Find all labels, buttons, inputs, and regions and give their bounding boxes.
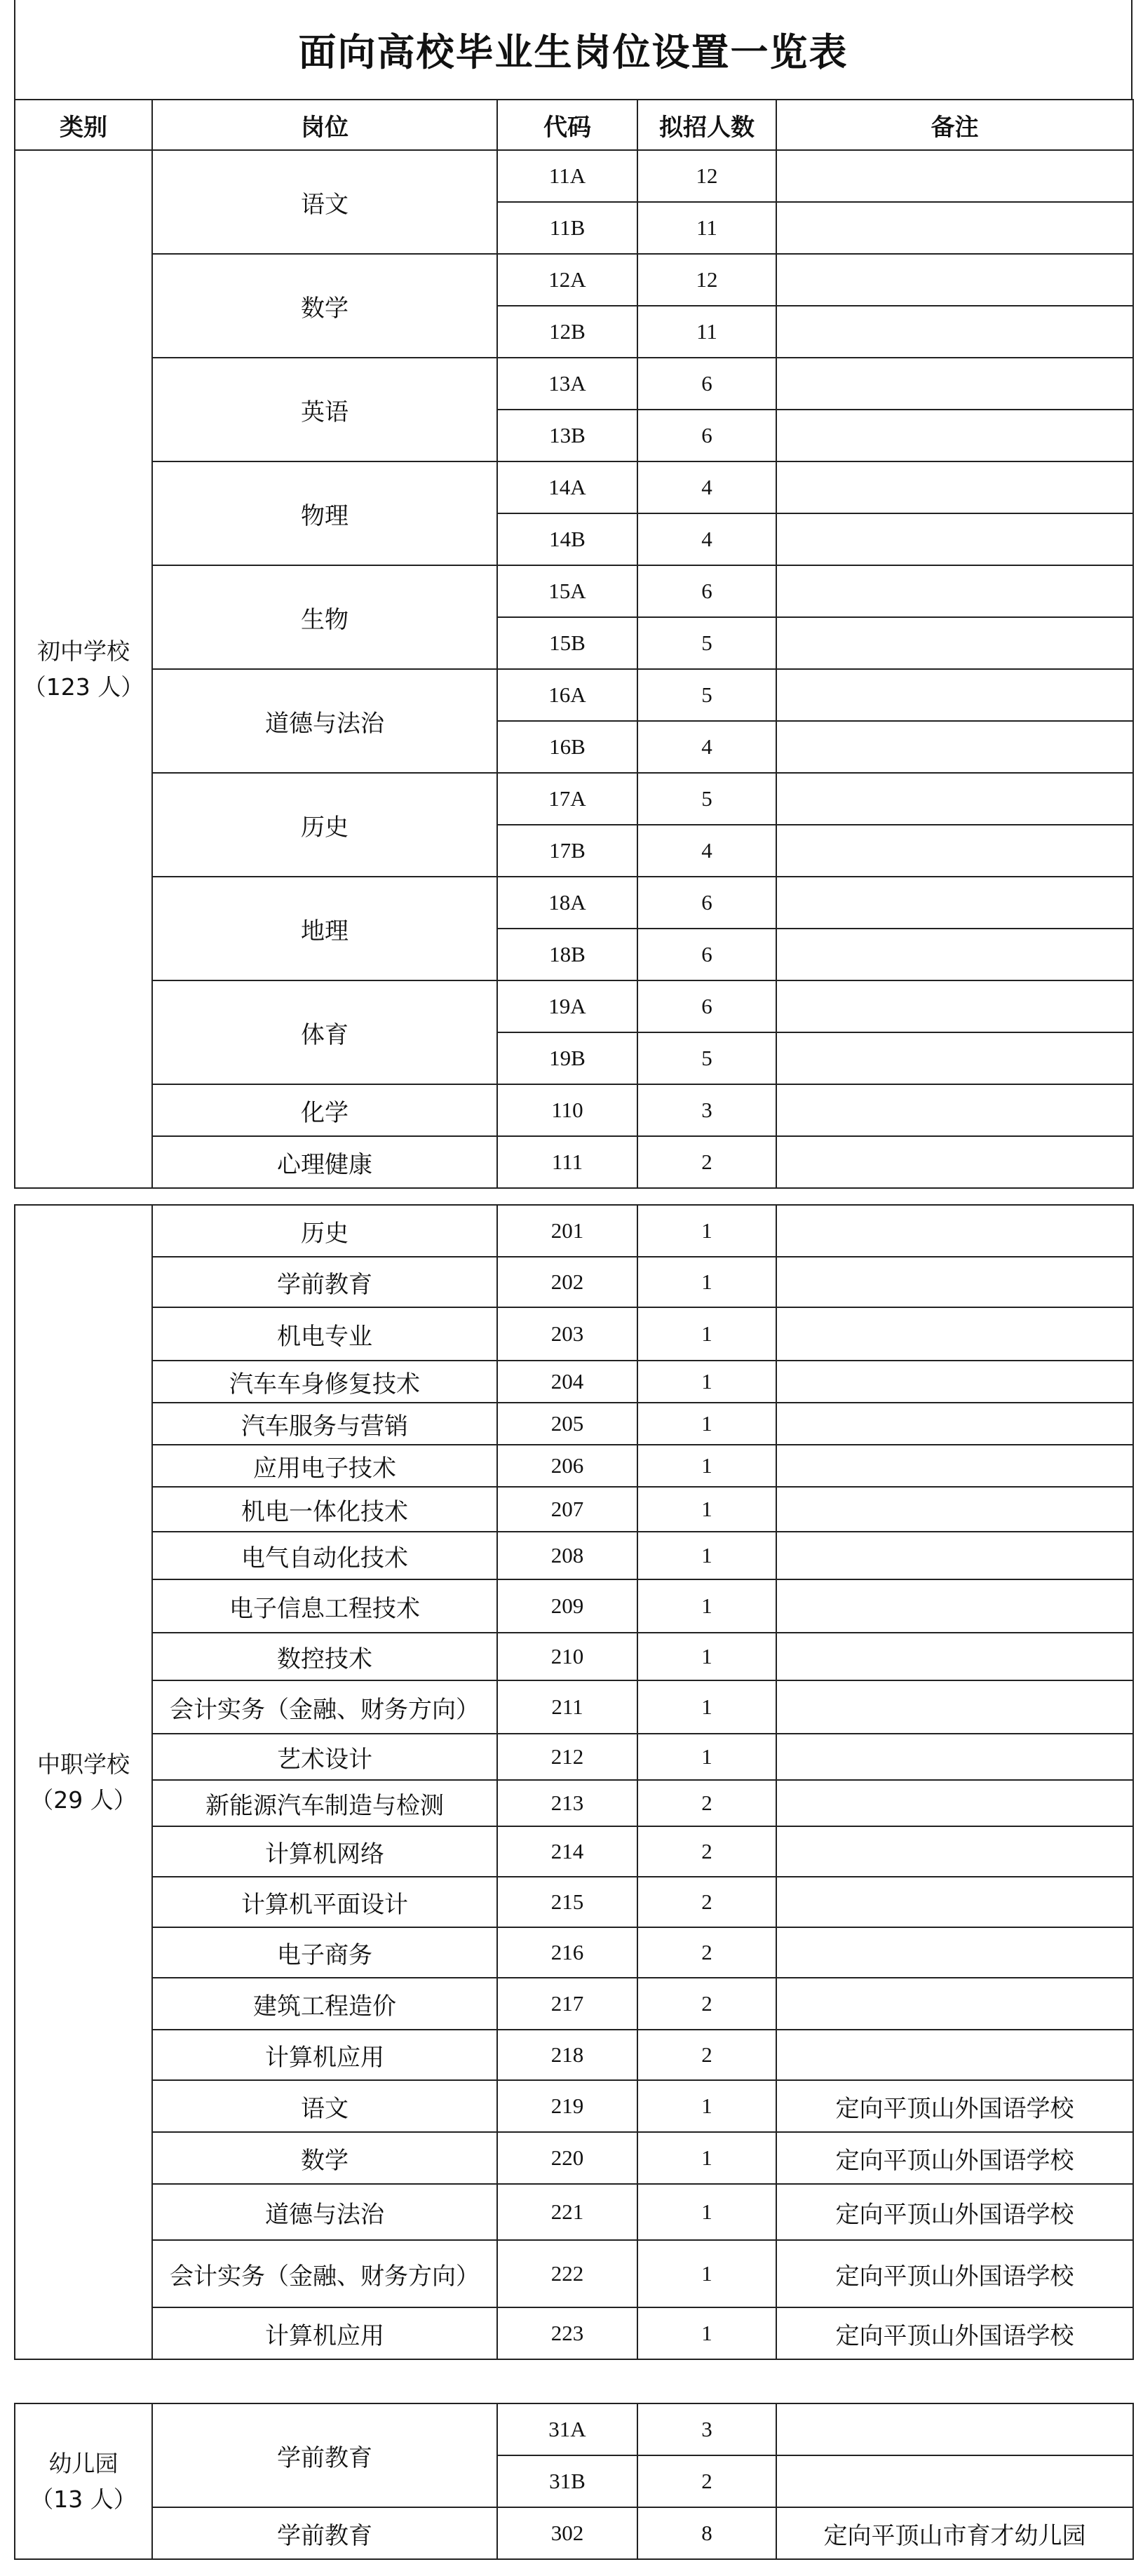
position-cell: 计算机应用 (152, 2307, 497, 2359)
code-cell: 213 (497, 1780, 637, 1826)
table-row (15, 358, 1133, 410)
table-row (15, 1826, 1133, 1877)
code-cell: 15A (497, 565, 637, 617)
table-row (15, 773, 1133, 825)
table-row (15, 2132, 1133, 2184)
remark-cell (776, 1579, 1133, 1633)
code-cell: 217 (497, 1978, 637, 2030)
position-cell: 电气自动化技术 (152, 1532, 497, 1579)
position-cell: 心理健康 (152, 1136, 497, 1188)
count-cell: 6 (637, 565, 776, 617)
count-cell: 1 (637, 2184, 776, 2240)
remark-cell (776, 721, 1133, 773)
category-cell (15, 1205, 152, 2359)
position-cell: 学前教育 (152, 1257, 497, 1307)
count-cell: 1 (637, 2307, 776, 2359)
code-cell: 212 (497, 1734, 637, 1780)
code-cell: 16B (497, 721, 637, 773)
table-row (15, 1927, 1133, 1978)
position-cell: 新能源汽车制造与检测 (152, 1780, 497, 1826)
category-total: （29 人） (30, 1786, 137, 1814)
count-cell: 1 (637, 2240, 776, 2307)
table-row (15, 1532, 1133, 1579)
table-row (15, 1780, 1133, 1826)
remark-cell (776, 773, 1133, 825)
category-name: 幼儿园 (48, 2449, 119, 2477)
table-row (15, 254, 1133, 306)
remark-cell (776, 1877, 1133, 1927)
count-cell: 2 (637, 1877, 776, 1927)
table-row (15, 1403, 1133, 1445)
position-cell: 应用电子技术 (152, 1445, 497, 1487)
count-cell: 4 (637, 825, 776, 877)
position-cell: 艺术设计 (152, 1734, 497, 1780)
junior-school-table (14, 149, 1134, 1189)
code-cell: 220 (497, 2132, 637, 2184)
remark-cell (776, 669, 1133, 721)
remark-cell: 定向平顶山市育才幼儿园 (776, 2507, 1133, 2559)
position-cell: 汽车车身修复技术 (152, 1361, 497, 1403)
code-cell: 218 (497, 2030, 637, 2080)
table-row (15, 1978, 1133, 2030)
table-row (15, 877, 1133, 929)
category-total: （13 人） (30, 2486, 137, 2513)
position-cell: 英语 (152, 358, 497, 461)
table-row (15, 2030, 1133, 2080)
table-row (15, 1734, 1133, 1780)
remark-cell (776, 1205, 1133, 1257)
code-cell: 221 (497, 2184, 637, 2240)
count-cell: 5 (637, 669, 776, 721)
vocational-school-table (14, 1204, 1134, 2360)
position-cell: 数控技术 (152, 1633, 497, 1680)
remark-cell (776, 1780, 1133, 1826)
code-cell: 11B (497, 202, 637, 254)
position-cell: 数学 (152, 254, 497, 358)
count-cell: 1 (637, 1205, 776, 1257)
remark-cell (776, 254, 1133, 306)
code-cell: 17A (497, 773, 637, 825)
code-cell: 18A (497, 877, 637, 929)
table-row (15, 2080, 1133, 2132)
position-cell: 电子信息工程技术 (152, 1579, 497, 1633)
count-cell: 11 (637, 202, 776, 254)
count-cell: 6 (637, 358, 776, 410)
remark-cell (776, 877, 1133, 929)
count-cell: 1 (637, 1680, 776, 1734)
count-cell: 2 (637, 2030, 776, 2080)
table-row (15, 2403, 1133, 2455)
count-cell: 4 (637, 721, 776, 773)
table-row (15, 1136, 1133, 1188)
code-cell: 12A (497, 254, 637, 306)
remark-cell (776, 2030, 1133, 2080)
header-row (15, 100, 1133, 150)
remark-cell (776, 1826, 1133, 1877)
remark-cell (776, 1307, 1133, 1361)
position-cell: 机电专业 (152, 1307, 497, 1361)
remark-cell (776, 306, 1133, 358)
code-cell: 18B (497, 929, 637, 980)
position-cell: 道德与法治 (152, 2184, 497, 2240)
remark-cell (776, 1403, 1133, 1445)
count-cell: 4 (637, 461, 776, 513)
remark-cell: 定向平顶山外国语学校 (776, 2307, 1133, 2359)
remark-cell (776, 150, 1133, 202)
position-cell: 汽车服务与营销 (152, 1403, 497, 1445)
code-cell: 202 (497, 1257, 637, 1307)
remark-cell (776, 1084, 1133, 1136)
remark-cell (776, 1978, 1133, 2030)
table-row (15, 980, 1133, 1032)
page-title: 面向高校毕业生岗位设置一览表 (298, 29, 848, 74)
code-cell: 222 (497, 2240, 637, 2307)
count-cell: 1 (637, 1579, 776, 1633)
code-cell: 14B (497, 513, 637, 565)
table-row (15, 669, 1133, 721)
kindergarten-table (14, 2403, 1134, 2560)
remark-cell (776, 1487, 1133, 1532)
header-category: 类别 (15, 100, 152, 150)
code-cell: 223 (497, 2307, 637, 2359)
position-cell: 历史 (152, 1205, 497, 1257)
header-remark: 备注 (776, 100, 1133, 150)
remark-cell (776, 202, 1133, 254)
remark-cell (776, 1361, 1133, 1403)
table-row (15, 1445, 1133, 1487)
position-cell: 学前教育 (152, 2507, 497, 2559)
code-cell: 209 (497, 1579, 637, 1633)
count-cell: 1 (637, 1361, 776, 1403)
count-cell: 3 (637, 1084, 776, 1136)
category-cell (15, 150, 152, 1188)
code-cell: 13B (497, 410, 637, 461)
remark-cell: 定向平顶山外国语学校 (776, 2240, 1133, 2307)
remark-cell (776, 358, 1133, 410)
remark-cell (776, 1032, 1133, 1084)
code-cell: 219 (497, 2080, 637, 2132)
position-cell: 计算机应用 (152, 2030, 497, 2080)
count-cell: 1 (637, 1487, 776, 1532)
position-cell: 计算机网络 (152, 1826, 497, 1877)
remark-cell (776, 513, 1133, 565)
count-cell: 1 (637, 1734, 776, 1780)
header-table (14, 99, 1134, 151)
position-cell: 历史 (152, 773, 497, 877)
code-cell: 19A (497, 980, 637, 1032)
table-row (15, 2184, 1133, 2240)
remark-cell (776, 929, 1133, 980)
category-total: （123 人） (22, 673, 144, 701)
code-cell: 204 (497, 1361, 637, 1403)
count-cell: 5 (637, 1032, 776, 1084)
position-cell: 电子商务 (152, 1927, 497, 1978)
code-cell: 15B (497, 617, 637, 669)
count-cell: 2 (637, 2455, 776, 2507)
table-row (15, 1257, 1133, 1307)
position-cell: 学前教育 (152, 2403, 497, 2507)
table-row (15, 2307, 1133, 2359)
position-cell: 语文 (152, 2080, 497, 2132)
remark-cell (776, 461, 1133, 513)
table-row (15, 461, 1133, 513)
code-cell: 13A (497, 358, 637, 410)
remark-cell (776, 410, 1133, 461)
table-row (15, 1205, 1133, 1257)
code-cell: 214 (497, 1826, 637, 1877)
code-cell: 19B (497, 1032, 637, 1084)
table-row (15, 1487, 1133, 1532)
remark-cell (776, 825, 1133, 877)
count-cell: 6 (637, 877, 776, 929)
count-cell: 1 (637, 2132, 776, 2184)
code-cell: 207 (497, 1487, 637, 1532)
count-cell: 8 (637, 2507, 776, 2559)
position-cell: 道德与法治 (152, 669, 497, 773)
count-cell: 5 (637, 617, 776, 669)
count-cell: 1 (637, 1307, 776, 1361)
count-cell: 1 (637, 1257, 776, 1307)
table-row (15, 150, 1133, 202)
remark-cell (776, 980, 1133, 1032)
header-code: 代码 (497, 100, 637, 150)
code-cell: 206 (497, 1445, 637, 1487)
table-row (15, 1361, 1133, 1403)
position-cell: 会计实务（金融、财务方向） (152, 1680, 497, 1734)
table-row (15, 1579, 1133, 1633)
position-cell: 语文 (152, 150, 497, 254)
count-cell: 11 (637, 306, 776, 358)
code-cell: 14A (497, 461, 637, 513)
table-row (15, 1633, 1133, 1680)
position-cell: 数学 (152, 2132, 497, 2184)
position-cell: 建筑工程造价 (152, 1978, 497, 2030)
category-name: 初中学校 (37, 637, 130, 665)
code-cell: 208 (497, 1532, 637, 1579)
code-cell: 210 (497, 1633, 637, 1680)
code-cell: 12B (497, 306, 637, 358)
table-row (15, 565, 1133, 617)
remark-cell (776, 2403, 1133, 2455)
remark-cell (776, 1680, 1133, 1734)
remark-cell (776, 1445, 1133, 1487)
count-cell: 2 (637, 1780, 776, 1826)
code-cell: 17B (497, 825, 637, 877)
count-cell: 2 (637, 1826, 776, 1877)
count-cell: 6 (637, 410, 776, 461)
code-cell: 31A (497, 2403, 637, 2455)
remark-cell: 定向平顶山外国语学校 (776, 2184, 1133, 2240)
code-cell: 215 (497, 1877, 637, 1927)
header-position: 岗位 (152, 100, 497, 150)
remark-cell (776, 1633, 1133, 1680)
remark-cell (776, 1257, 1133, 1307)
position-cell: 机电一体化技术 (152, 1487, 497, 1532)
remark-cell (776, 617, 1133, 669)
title-box (14, 0, 1132, 99)
count-cell: 3 (637, 2403, 776, 2455)
remark-cell: 定向平顶山外国语学校 (776, 2080, 1133, 2132)
code-cell: 203 (497, 1307, 637, 1361)
table-row (15, 2240, 1133, 2307)
code-cell: 211 (497, 1680, 637, 1734)
code-cell: 31B (497, 2455, 637, 2507)
count-cell: 1 (637, 1403, 776, 1445)
position-cell: 物理 (152, 461, 497, 565)
code-cell: 201 (497, 1205, 637, 1257)
position-cell: 体育 (152, 980, 497, 1084)
count-cell: 2 (637, 1927, 776, 1978)
count-cell: 1 (637, 1532, 776, 1579)
count-cell: 6 (637, 980, 776, 1032)
code-cell: 110 (497, 1084, 637, 1136)
count-cell: 5 (637, 773, 776, 825)
code-cell: 111 (497, 1136, 637, 1188)
remark-cell (776, 1734, 1133, 1780)
position-cell: 计算机平面设计 (152, 1877, 497, 1927)
position-cell: 地理 (152, 877, 497, 980)
code-cell: 205 (497, 1403, 637, 1445)
table-row (15, 2507, 1133, 2559)
count-cell: 12 (637, 254, 776, 306)
category-cell (15, 2403, 152, 2559)
code-cell: 216 (497, 1927, 637, 1978)
code-cell: 16A (497, 669, 637, 721)
count-cell: 1 (637, 1445, 776, 1487)
remark-cell (776, 1532, 1133, 1579)
count-cell: 12 (637, 150, 776, 202)
remark-cell: 定向平顶山外国语学校 (776, 2132, 1133, 2184)
position-cell: 会计实务（金融、财务方向） (152, 2240, 497, 2307)
position-cell: 化学 (152, 1084, 497, 1136)
remark-cell (776, 1136, 1133, 1188)
position-cell: 生物 (152, 565, 497, 669)
remark-cell (776, 565, 1133, 617)
table-row (15, 1877, 1133, 1927)
table-row (15, 1084, 1133, 1136)
count-cell: 1 (637, 2080, 776, 2132)
count-cell: 6 (637, 929, 776, 980)
count-cell: 1 (637, 1633, 776, 1680)
remark-cell (776, 1927, 1133, 1978)
code-cell: 302 (497, 2507, 637, 2559)
table-row (15, 1680, 1133, 1734)
count-cell: 4 (637, 513, 776, 565)
header-count: 拟招人数 (637, 100, 776, 150)
table-row (15, 1307, 1133, 1361)
category-name: 中职学校 (37, 1750, 130, 1778)
count-cell: 2 (637, 1136, 776, 1188)
remark-cell (776, 2455, 1133, 2507)
count-cell: 2 (637, 1978, 776, 2030)
code-cell: 11A (497, 150, 637, 202)
